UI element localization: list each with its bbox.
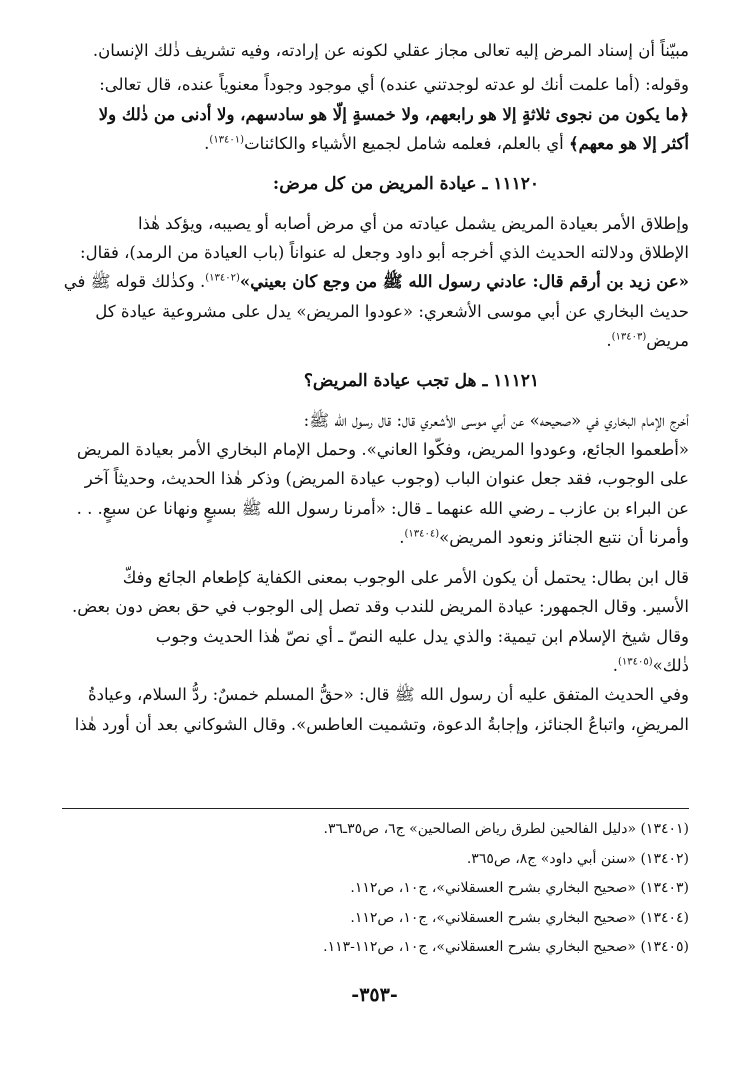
text-line: وأمرنا أن نتبع الجنائز ونعود المريض» <box>439 528 689 548</box>
section-heading: ١١١٢١ ـ هل تجب عيادة المريض؟ <box>303 370 539 391</box>
text-line: على الوجوب، فقد جعل عنوان الباب (وجوب عيادة المريض) وذكر هٰذا الحديث، وحديثاً آخر <box>84 469 689 489</box>
hadith-quote: «عن زيد بن أرقم قال: عادني رسول الله ﷺ من وجع كان بعيني» <box>239 272 689 292</box>
text-line: الأسير. وقال الجمهور: عيادة المريض للندب وقد تصل إلى الوجوب في حق بعض دون بعض. <box>72 597 689 617</box>
paragraph-3: وإطلاق الأمر بعيادة المريض يشمل عيادته من أي مرض أصابه أو يصيبه، ويؤكد هٰذا الإطلاق ودلالته الحديث الذي أخرجه أبو داود وجعل له عنواناً (باب العيادة من الرمد)، فقال: «عن زيد بن أرقم قال: عادني رسول الله ﷺ من وجع كان بعيني»$^{(١٣٤٠٢)}$. وكذٰلك قوله ﷺ في حديث البخاري عن أبي موسى الأشعري: «عودوا المريض» يدل على مشروعية عيادة كل مريض$^{(١٣٤٠٣)}$. <box>63 213 689 351</box>
quran-verse-line: ﴿ما يكون من نجوى ثلاثةٍ إلا هو رابعهم، ولا خمسةٍ إلّا هو سادسهم، ولا أدنى من ذٰلك ولا <box>98 104 689 124</box>
text-line: مريض <box>646 331 689 351</box>
text-line: «أطعموا الجائع، وعودوا المريض، وفكّوا العاني». وحمل الإمام البخاري الأمر بعيادة المريض <box>76 440 689 460</box>
text-line: عن البراء بن عازب ـ رضي الله عنهما ـ قال: «أمرنا رسول الله ﷺ بسبعٍ ونهانا عن سبعٍ. . . <box>76 498 689 518</box>
footnote-ref: (١٣٤٠٥) <box>617 656 653 668</box>
footnote-ref: (١٣٤٠٤) <box>404 528 440 540</box>
text-line: أخرج الإمام البخاري في «صحيحه» عن أبي موسى الأشعري قال: قال رسول الله ﷺ: <box>303 410 689 430</box>
text-line: وإطلاق الأمر بعيادة المريض يشمل عيادته من أي مرض أصابه أو يصيبه، ويؤكد هٰذا <box>137 213 689 233</box>
footnote: (١٣٤٠١) «دليل الفالحين لطرق رياض الصالحين» ج٦، ص٣٥ـ٣٦. <box>323 821 689 837</box>
text-line: . وكذٰلك قوله ﷺ في <box>63 272 206 292</box>
text-line: المريضِ، واتباعُ الجنائز، وإجابةُ الدعوة، وتشميت العاطس». وقال الشوكاني بعد أن أورد هٰذا <box>74 714 689 734</box>
text-line: وفي الحديث المتفق عليه أن رسول الله ﷺ قال: «حقُّ المسلم خمسٌ: ردُّ السلام، وعيادةُ <box>88 685 689 705</box>
footnote: (١٣٤٠٥) «صحيح البخاري بشرح العسقلاني»، ج١٠، ص١١٢-١١٣. <box>323 939 689 955</box>
paragraph-6 <box>62 680 689 739</box>
text-line: أي بالعلم، فعلمه شامل لجميع الأشياء والكائنات <box>244 134 569 154</box>
footnote: (١٣٤٠٣) «صحيح البخاري بشرح العسقلاني»، ج١٠، ص١١٢. <box>350 880 689 896</box>
text-line: وقوله: (أما علمت أنك لو عدته لوجدتني عنده) أي موجود وجوداً معنوياً عنده، قال تعالى: <box>99 75 689 95</box>
paragraph-5: قال ابن بطال: يحتمل أن يكون الأمر على الوجوب بمعنى الكفاية كإطعام الجائع وفكّ الأسير. وقال الجمهور: عيادة المريض للندب وقد تصل إلى الوجوب في حق بعض دون بعض. وقال شيخ الإسلام ابن تيمية: والذي يدل عليه النصّ ـ أي نصّ هٰذا الحديث وجوب ذٰلك»$^{(١٣٤٠٥)}$. <box>72 567 689 675</box>
section-heading: ١١١٢٠ ـ عيادة المريض من كل مرض: <box>272 173 539 194</box>
paragraph-2: وقوله: (أما علمت أنك لو عدته لوجدتني عنده) أي موجود وجوداً معنوياً عنده، قال تعالى: ﴿ما يكون من نجوى ثلاثةٍ إلا هو رابعهم، ولا خمسةٍ إلّا هو سادسهم، ولا أدنى من ذٰلك ولا أكثر إلا هو معهم﴾ أي بالعلم، فعلمه شامل لجميع الأشياء والكائنات$^{(١٣٤٠١)}$. <box>98 75 689 154</box>
text-line: الإطلاق ودلالته الحديث الذي أخرجه أبو داود وجعل له عنواناً (باب العيادة من الرمد)، فقال: <box>80 243 689 263</box>
text-line: حديث البخاري عن أبي موسى الأشعري: «عودوا المريض» يدل على مشروعية عيادة كل <box>95 301 689 321</box>
footnote: (١٣٤٠٢) «سنن أبي داود» ج٨، ص٣٦٥. <box>466 850 689 867</box>
page-number: -٣٥٣- <box>351 984 398 1006</box>
footnote-ref: (١٣٤٠٣) <box>611 331 647 343</box>
text-line: قال ابن بطال: يحتمل أن يكون الأمر على الوجوب بمعنى الكفاية كإطعام الجائع وفكّ <box>122 567 689 587</box>
paragraph-4: أخرج الإمام البخاري في «صحيحه» عن أبي موسى الأشعري قال: قال رسول الله ﷺ: «أطعموا الجائع، وعودوا المريض، وفكّوا العاني». وحمل الإمام البخاري الأمر بعيادة المريض على الوجوب، فقد جعل عنوان الباب (وجوب عيادة المريض) وذكر هٰذا الحديث، وحديثاً آخر عن البراء بن عازب ـ رضي الله عنهما ـ قال: «أمرنا رسول الله ﷺ بسبعٍ ونهانا عن سبعٍ. . . وأمرنا أن نتبع الجنائز ونعود المريض»$^{(١٣٤٠٤)}$. <box>76 410 689 548</box>
footnotes <box>62 808 689 963</box>
text-line: وقال شيخ الإسلام ابن تيمية: والذي يدل عليه النصّ ـ أي نصّ هٰذا الحديث وجوب <box>155 626 689 646</box>
quran-verse-end: أكثر إلا هو معهم﴾ <box>568 134 689 154</box>
paragraph-1 <box>62 36 689 65</box>
footnote-divider <box>62 808 689 809</box>
footnote-ref: (١٣٤٠١) <box>209 134 245 146</box>
footnote: (١٣٤٠٤) «صحيح البخاري بشرح العسقلاني»، ج١٠، ص١١٢. <box>350 909 689 926</box>
text-line: مبيّناً أن إسناد المرض إليه تعالى مجاز عقلي لكونه عن إرادته، وفيه تشريف ذٰلك الإنسان. <box>92 41 689 60</box>
text-line: ذٰلك» <box>652 655 689 675</box>
footnote-ref: (١٣٤٠٢) <box>205 272 240 284</box>
